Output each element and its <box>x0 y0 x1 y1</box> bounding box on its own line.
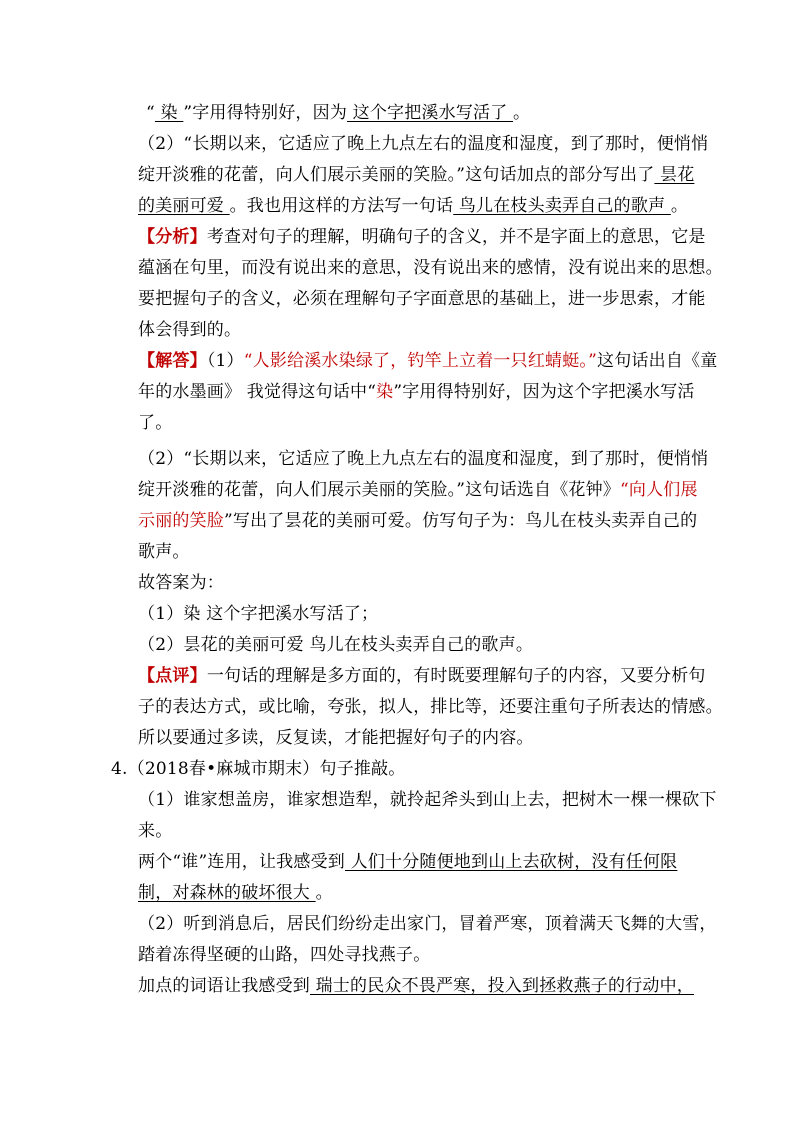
solution-line-5: 绽开淡雅的花蕾，向人们展示美丽的笑脸。”这句话选自《花钟》“向人们展 <box>138 480 698 500</box>
solution-line-1: 【解答】（1）“人影给溪水染绿了，钓竿上立着一只红蜻蜓。”这句话出自《童 <box>138 351 718 371</box>
solution-line-2: 年的水墨画》 我觉得这句话中“染”字用得特别好，因为这个字把溪水写活 <box>138 382 695 402</box>
comment-line-1: 【点评】一句话的理解是多方面的，有时既要理解句子的内容，又要分析句 <box>138 666 706 686</box>
fill-blank: 人们十分随便地到山上去砍树，没有任何限 <box>344 852 678 872</box>
analysis-tag: 【分析】 <box>138 227 207 247</box>
question-2-line-3: 的美丽可爱 。我也用这样的方法写一句话 鸟儿在枝头卖弄自己的歌声 。 <box>138 196 689 216</box>
question-4-2-line-1: （2）听到消息后，居民们纷纷走出家门，冒着严寒，顶着满天飞舞的大雪， <box>138 914 717 934</box>
analysis-line-2: 蕴涵在句里，而没有说出来的意思，没有说出来的感情，没有说出来的思想。 <box>138 258 723 278</box>
solution-line-4: （2）“长期以来，它适应了晚上九点左右的温度和湿度，到了那时，便悄悄 <box>138 449 709 469</box>
question-4-1-answer-2: 制，对森林的破坏很大 。 <box>138 883 333 903</box>
analysis-line-3: 要把握句子的含义，必须在理解句子字面意思的基础上，进一步思索，才能 <box>138 289 706 309</box>
question-4-1-line-1: （1）谁家想盖房，谁家想造犁，就拎起斧头到山上去，把树木一棵一棵砍下 <box>138 790 717 810</box>
fill-blank: 昙花 <box>654 165 695 185</box>
solution-line-3: 了。 <box>138 413 173 433</box>
answer-heading: 故答案为： <box>138 573 224 593</box>
fill-blank: 的美丽可爱 <box>138 196 230 216</box>
question-4-2-answer: 加点的词语让我感受到 瑞士的民众不畏严寒，投入到拯救燕子的行动中， <box>138 976 695 996</box>
analysis-line-4: 体会得到的。 <box>138 320 242 340</box>
fill-blank: 瑞士的民众不畏严寒，投入到拯救燕子的行动中， <box>310 976 695 996</box>
question-4-1-answer-1: 两个“谁”连用，让我感受到 人们十分随便地到山上去砍树，没有任何限 <box>138 852 678 872</box>
question-4-2-line-2: 踏着冻得坚硬的山路，四处寻找燕子。 <box>138 945 431 965</box>
analysis-line-1: 【分析】考查对句子的理解，明确句子的含义，并不是字面上的意思，它是 <box>138 227 706 247</box>
fill-blank: 制，对森林的破坏很大 <box>138 883 316 903</box>
fill-blank: 染 <box>154 103 184 123</box>
answer-2: （2）昙花的美丽可爱 鸟儿在枝头卖弄自己的歌声。 <box>138 635 534 655</box>
solution-line-7: 歌声。 <box>138 542 190 562</box>
solution-line-6: 示丽的笑脸”写出了昙花的美丽可爱。仿写句子为：鸟儿在枝头卖弄自己的 <box>138 511 698 531</box>
fill-blank: 鸟儿在枝头卖弄自己的歌声 <box>453 196 671 216</box>
question-2-line-2: 绽开淡雅的花蕾，向人们展示美丽的笑脸。”这句话加点的部分写出了 昙花 <box>138 165 695 185</box>
comment-line-2: 子的表达方式，或比喻，夸张，拟人，排比等，还要注重句子所表达的情感。 <box>138 697 723 717</box>
comment-line-3: 所以要通过多读，反复读，才能把握好句子的内容。 <box>138 728 534 748</box>
answer-line-1: “ 染 ”字用得特别好，因为 这个字把溪水写活了 。 <box>146 103 531 123</box>
question-2-text: （2）“长期以来，它适应了晚上九点左右的温度和湿度，到了那时，便悄悄 <box>138 134 709 154</box>
question-4-1-line-2: 来。 <box>138 821 173 841</box>
answer-1: （1）染 这个字把溪水写活了； <box>138 604 379 624</box>
question-4-heading: 4.（2018春•麻城市期末）句子推敲。 <box>111 759 406 779</box>
fill-blank: 这个字把溪水写活了 <box>347 103 514 123</box>
solution-tag: 【解答】 <box>138 351 207 371</box>
comment-tag: 【点评】 <box>138 666 207 686</box>
